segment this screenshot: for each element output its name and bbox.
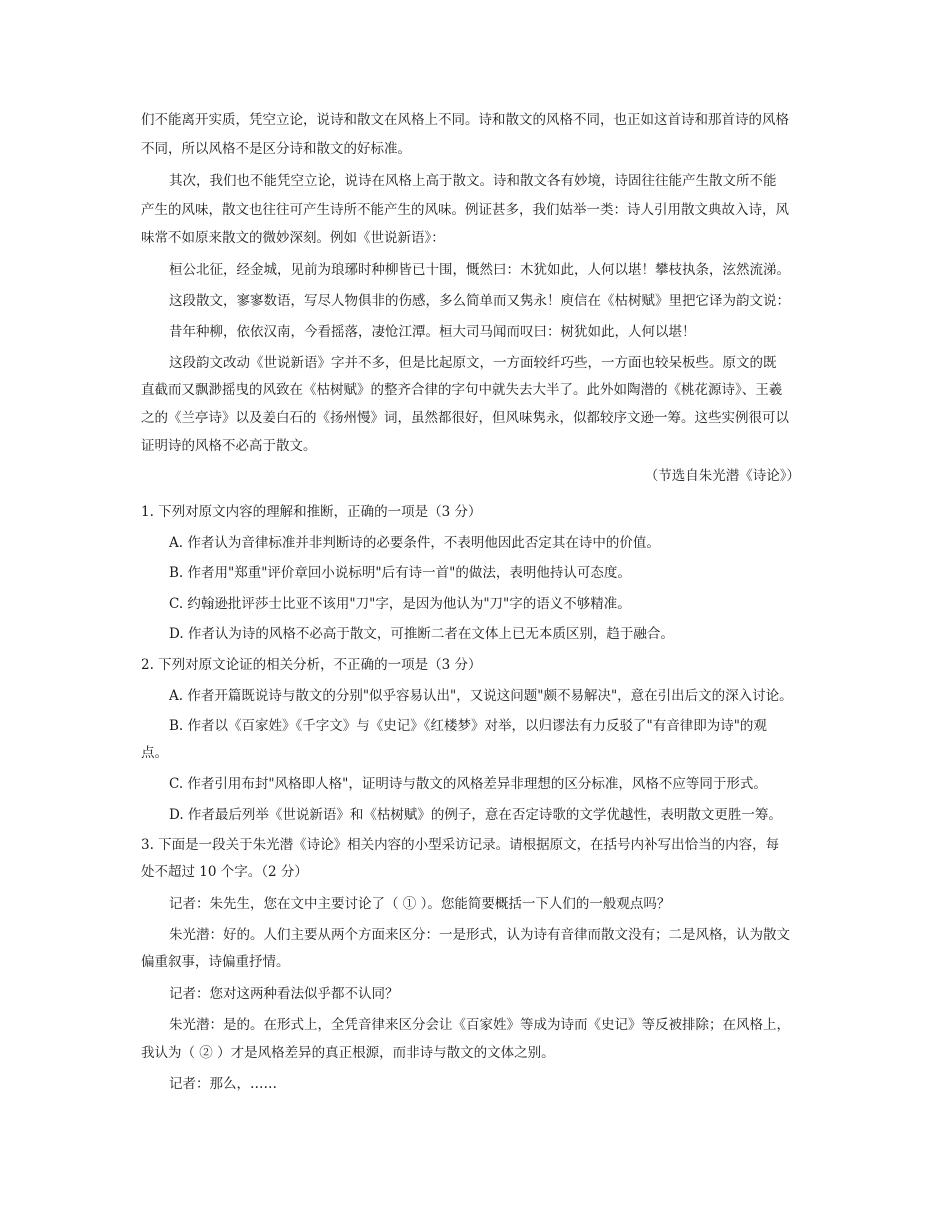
question-2-option-c: C. 作者引用布封"风格即人格"，证明诗与散文的风格差异非理想的区分标准，风格不应等同于形式。: [169, 776, 767, 792]
passage-source: （节选自朱光潜《诗论》）: [644, 468, 800, 484]
interview-line: 记者：您对这两种看法似乎都不认同？: [169, 986, 399, 1002]
question-3-stem-cont: 处不超过 10 个字。（2 分）: [141, 864, 308, 880]
question-1-option-a: A. 作者认为音律标准并非判断诗的必要条件，不表明他因此否定其在诗中的价值。: [169, 535, 660, 551]
passage-line: 们不能离开实质，凭空立论，说诗和散文在风格上不同。诗和散文的风格不同，也正如这首诗和那首诗的风格: [141, 112, 789, 128]
passage-line: 这段韵文改动《世说新语》字并不多，但是比起原文，一方面较纤巧些，一方面也较呆板些。原文的既: [169, 355, 777, 371]
question-2-option-a: A. 作者开篇既说诗与散文的分别"似乎容易认出"，又说这问题"颇不易解决"，意在引出后文的深入讨论。: [169, 688, 793, 704]
interview-line: 朱光潜：好的。人们主要从两个方面来区分：一是形式，认为诗有音律而散文没有；二是风格，认为散文: [169, 927, 790, 943]
question-1-option-d: D. 作者认为诗的风格不必高于散文，可推断二者在文体上已无本质区别，趋于融合。: [169, 626, 674, 642]
interview-line: 记者：朱先生，您在文中主要讨论了（ ① ）。您能简要概括一下人们的一般观点吗？: [169, 896, 671, 912]
question-2-option-b: B. 作者以《百家姓》《千字文》与《史记》《红楼梦》对举，以归谬法有力反驳了"有音律即为诗"的观: [169, 718, 767, 734]
question-1-option-c: C. 约翰逊批评莎士比亚不该用"刀"字，是因为他认为"刀"字的语义不够精准。: [169, 596, 631, 612]
quote-kushufu: 昔年种柳，依依汉南，今看摇落，凄怆江潭。桓大司马闻而叹曰：树犹如此，人何以堪！: [169, 324, 696, 340]
quote-shishuoxinyu: 桓公北征，经金城，见前为琅琊时种柳皆已十围，慨然曰：木犹如此，人何以堪！攀枝执条，泫然流涕。: [169, 262, 790, 278]
passage-line: 其次，我们也不能凭空立论，说诗在风格上高于散文。诗和散文各有妙境，诗固往往能产生散文所不能: [169, 173, 777, 189]
interview-line: 记者：那么，……: [169, 1076, 277, 1092]
question-2-stem: 2. 下列对原文论证的相关分析，不正确的一项是（3 分）: [141, 657, 482, 673]
passage-line: 产生的风味，散文也往往可产生诗所不能产生的风味。例证甚多，我们姑举一类：诗人引用散文典故入诗，风: [141, 202, 789, 218]
passage-line: 不同，所以风格不是区分诗和散文的好标准。: [141, 141, 411, 157]
question-3-stem: 3. 下面是一段关于朱光潜《诗论》相关内容的小型采访记录。请根据原文，在括号内补写出恰当的内容，每: [141, 837, 780, 853]
passage-line: 这段散文，寥寥数语，写尽人物俱非的伤感，多么简单而又隽永！庾信在《枯树赋》里把它译为韵文说：: [169, 293, 790, 309]
passage-line: 之的《兰亭诗》以及姜白石的《扬州慢》词，虽然都很好，但风味隽永，似都较序文逊一筹。这些实例很可以: [141, 410, 789, 426]
question-1-stem: 1. 下列对原文内容的理解和推断，正确的一项是（3 分）: [141, 504, 482, 520]
passage-line: 味常不如原来散文的微妙深刻。例如《世说新语》：: [141, 230, 445, 246]
interview-line: 我认为（ ② ）才是风格差异的真正根源，而非诗与散文的文体之别。: [141, 1045, 555, 1061]
question-2-option-b-cont: 点。: [141, 745, 168, 761]
passage-line: 直截而又飘渺摇曳的风致在《枯树赋》的整齐合律的字句中就失去大半了。此外如陶潜的《桃花源诗》、王羲: [141, 382, 783, 398]
question-1-option-b: B. 作者用"郑重"评价章回小说标明"后有诗一首"的做法，表明他持认可态度。: [169, 565, 631, 581]
question-2-option-d: D. 作者最后列举《世说新语》和《枯树赋》的例子，意在否定诗歌的文学优越性，表明散文更胜一筹。: [169, 807, 782, 823]
interview-line: 偏重叙事，诗偏重抒情。: [141, 954, 290, 970]
interview-line: 朱光潜：是的。在形式上，全凭音律来区分会让《百家姓》等成为诗而《史记》等反被排除；在风格上，: [169, 1017, 790, 1033]
passage-line: 证明诗的风格不必高于散文。: [141, 438, 317, 454]
